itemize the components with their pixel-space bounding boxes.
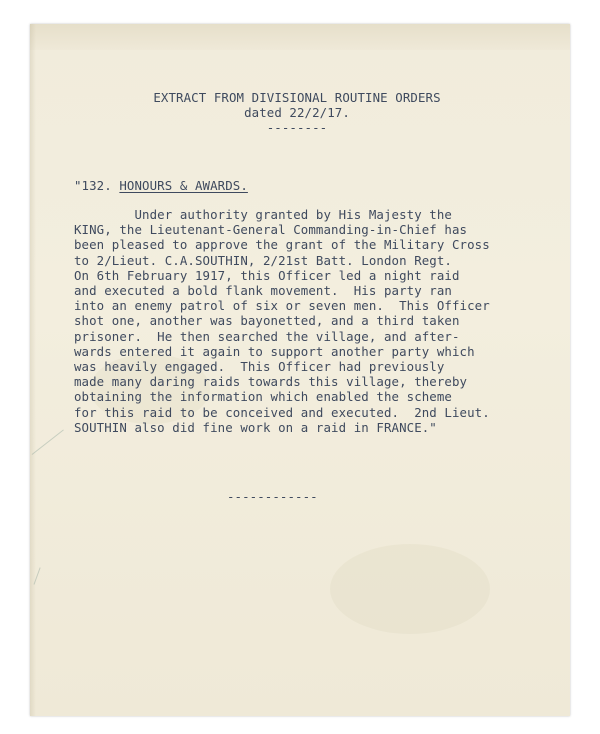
order-body	[74, 207, 490, 435]
body-line: been pleased to approve the grant of the Military Cross	[74, 237, 490, 253]
paper-stain	[330, 544, 490, 634]
document-page	[30, 24, 570, 716]
body-line: Under authority granted by His Majesty the	[74, 207, 452, 222]
body-line: wards entered it again to support another party which	[74, 343, 475, 359]
body-line: for this raid to be conceived and executed. 2nd Lieut.	[74, 404, 490, 420]
body-line: was heavily engaged. This Officer had previously	[74, 359, 445, 375]
closing-rule: ------------	[227, 489, 318, 504]
section-heading	[74, 178, 248, 193]
body-line: shot one, another was bayonetted, and a third taken	[74, 313, 460, 329]
body-line: KING, the Lieutenant-General Commanding-in-Chief has	[74, 222, 468, 238]
body-line: SOUTHIN also did fine work on a raid in FRANCE."	[74, 419, 437, 435]
paper-scratch	[32, 429, 64, 454]
body-line: and executed a bold flank movement. His party ran	[74, 283, 452, 299]
document-date: dated 22/2/17.	[244, 105, 350, 120]
document-heading: EXTRACT FROM DIVISIONAL ROUTINE ORDERS	[153, 90, 441, 105]
section-number: "132.	[74, 178, 112, 193]
body-line: On 6th February 1917, this Officer led a night raid	[74, 267, 460, 283]
body-line: prisoner. He then searched the village, and after-	[74, 328, 460, 344]
body-line: to 2/Lieut. C.A.SOUTHIN, 2/21st Batt. London Regt.	[74, 252, 452, 268]
body-line: into an enemy patrol of six or seven men. This Officer	[74, 298, 490, 314]
heading-rule: --------	[266, 120, 328, 135]
paper-top-edge	[30, 24, 570, 50]
paper-left-edge	[30, 24, 36, 716]
section-title: HONOURS & AWARDS.	[119, 178, 248, 193]
body-line: obtaining the information which enabled the scheme	[74, 389, 452, 405]
body-line: made many daring raids towards this village, thereby	[74, 374, 468, 390]
